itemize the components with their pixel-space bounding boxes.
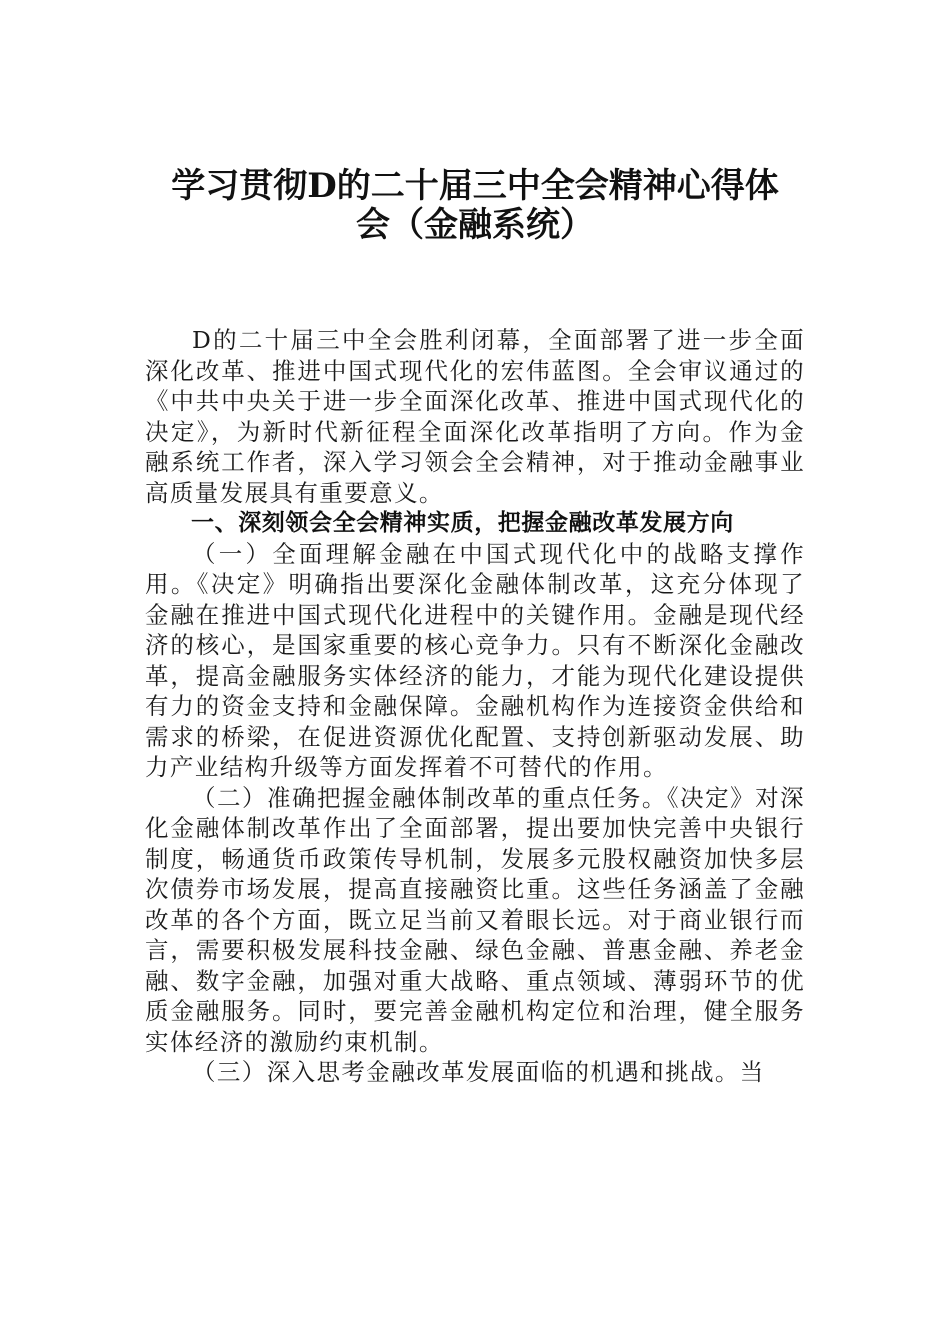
document-body: [145, 325, 805, 1088]
document-title-line-2: 会（金融系统）: [356, 205, 594, 245]
paragraph-point-3: （三）深入思考金融改革发展面临的机遇和挑战。当: [192, 1058, 765, 1086]
paragraph-point-1: （一）全面理解金融在中国式现代化中的战略支撑作用。《决定》明确指出要深化金融体制改革，这充分体现了金融在推进中国式现代化进程中的关键作用。金融是现代经济的核心，是国家重要的核心竞争力。只有不断深化金融改革，提高金融服务实体经济的能力，才能为现代化建设提供有力的资金支持和金融保障。金融机构作为连接资金供给和需求的桥梁，在促进资源优化配置、支持创新驱动发展、助力产业结构升级等方面发挥着不可替代的作用。: [145, 539, 805, 781]
document-title-line-1: 学习贯彻D的二十届三中全会精神心得体: [171, 166, 779, 206]
intro-paragraph: D的二十届三中全会胜利闭幕，全面部署了进一步全面深化改革、推进中国式现代化的宏伟蓝图。全会审议通过的《中共中央关于进一步全面深化改革、推进中国式现代化的决定》，为新时代新征程全面深化改革指明了方向。作为金融系统工作者，深入学习领会全会精神，对于推动金融事业高质量发展具有重要意义。: [145, 326, 805, 507]
paragraph-point-2: （二）准确把握金融体制改革的重点任务。《决定》对深化金融体制改革作出了全面部署，提出要加快完善中央银行制度，畅通货币政策传导机制，发展多元股权融资加快多层次债券市场发展，提高直接融资比重。这些任务涵盖了金融改革的各个方面，既立足当前又着眼长远。对于商业银行而言，需要积极发展科技金融、绿色金融、普惠金融、养老金融、数字金融，加强对重大战略、重点领域、薄弱环节的优质金融服务。同时，要完善金融机构定位和治理，健全服务实体经济的激励约束机制。: [145, 783, 805, 1056]
section-heading-1: 一、深刻领会全会精神实质，把握金融改革发展方向: [191, 510, 734, 536]
